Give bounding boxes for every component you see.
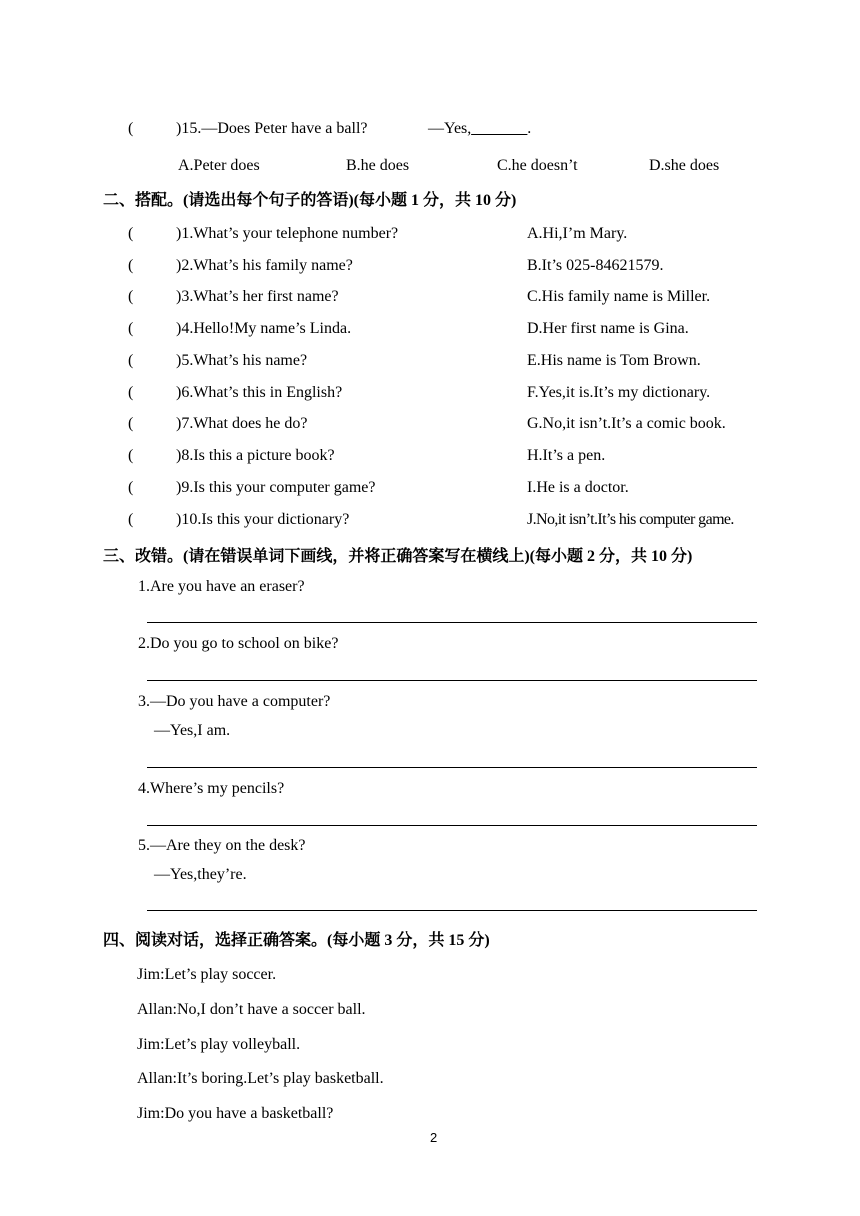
answer-paren: ( [128,352,134,369]
reply-period: . [527,120,532,137]
answer-paren: ( [128,320,134,337]
correction-sentence-reply: —Yes,I am. [154,722,231,739]
section-3-title: 三、改错。(请在错误单词下画线，并将正确答案写在横线上)(每小题 2 分，共 10 分) [103,548,693,565]
answer-blank: _______ [471,120,528,137]
dialogue-line: Jim:Let’s play volleyball. [137,1036,301,1053]
correction-sentence-reply: —Yes,they’re. [154,866,247,883]
answer-line[interactable] [147,910,757,911]
matching-answer: G.No,it isn’t.It’s a comic book. [527,415,726,432]
page-number: 2 [430,1130,438,1145]
answer-paren: ( [128,120,134,137]
dialogue-line: Jim:Do you have a basketball? [137,1105,334,1122]
matching-question: )10.Is this your dictionary? [176,511,350,528]
answer-line[interactable] [147,767,757,768]
question-15-reply [428,119,531,139]
correction-sentence: 1.Are you have an eraser? [138,578,305,595]
answer-paren: ( [128,384,134,401]
answer-paren: ( [128,479,134,496]
answer-paren: ( [128,257,134,274]
option-c: C.he doesn’t [497,157,578,174]
section-4-title: 四、阅读对话，选择正确答案。(每小题 3 分，共 15 分) [103,932,490,949]
matching-question: )1.What’s your telephone number? [176,225,399,242]
matching-answer: H.It’s a pen. [527,447,606,464]
correction-sentence: 4.Where’s my pencils? [138,780,285,797]
matching-question: )4.Hello!My name’s Linda. [176,320,352,337]
answer-line[interactable] [147,622,757,623]
answer-paren: ( [128,415,134,432]
matching-question: )8.Is this a picture book? [176,447,335,464]
matching-question: )2.What’s his family name? [176,257,353,274]
matching-answer: D.Her first name is Gina. [527,320,689,337]
answer-paren: ( [128,288,134,305]
section-2-title: 二、搭配。(请选出每个句子的答语)(每小题 1 分，共 10 分) [103,192,517,209]
matching-question: )6.What’s this in English? [176,384,343,401]
dialogue-line: Allan:It’s boring.Let’s play basketball. [137,1070,384,1087]
matching-answer: A.Hi,I’m Mary. [527,225,628,242]
correction-sentence: 3.—Do you have a computer? [138,693,331,710]
question-15-stem: )15.—Does Peter have a ball? [176,120,368,137]
matching-answer: F.Yes,it is.It’s my dictionary. [527,384,711,401]
answer-paren: ( [128,225,134,242]
matching-question: )9.Is this your computer game? [176,479,376,496]
answer-paren: ( [128,447,134,464]
matching-question: )5.What’s his name? [176,352,308,369]
correction-sentence: 5.—Are they on the desk? [138,837,306,854]
matching-question: )3.What’s her first name? [176,288,339,305]
reply-text: —Yes, [428,120,472,137]
answer-paren: ( [128,511,134,528]
matching-answer: E.His name is Tom Brown. [527,352,701,369]
dialogue-line: Allan:No,I don’t have a soccer ball. [137,1001,366,1018]
matching-answer: C.His family name is Miller. [527,288,711,305]
option-a: A.Peter does [178,157,260,174]
answer-line[interactable] [147,825,757,826]
option-d: D.she does [649,157,720,174]
matching-answer: B.It’s 025-84621579. [527,257,664,274]
correction-sentence: 2.Do you go to school on bike? [138,635,339,652]
dialogue-line: Jim:Let’s play soccer. [137,966,277,983]
matching-answer: I.He is a doctor. [527,479,629,496]
option-b: B.he does [346,157,410,174]
answer-line[interactable] [147,680,757,681]
matching-answer: J.No,it isn’t.It’s his computer game. [527,511,734,528]
matching-question: )7.What does he do? [176,415,308,432]
